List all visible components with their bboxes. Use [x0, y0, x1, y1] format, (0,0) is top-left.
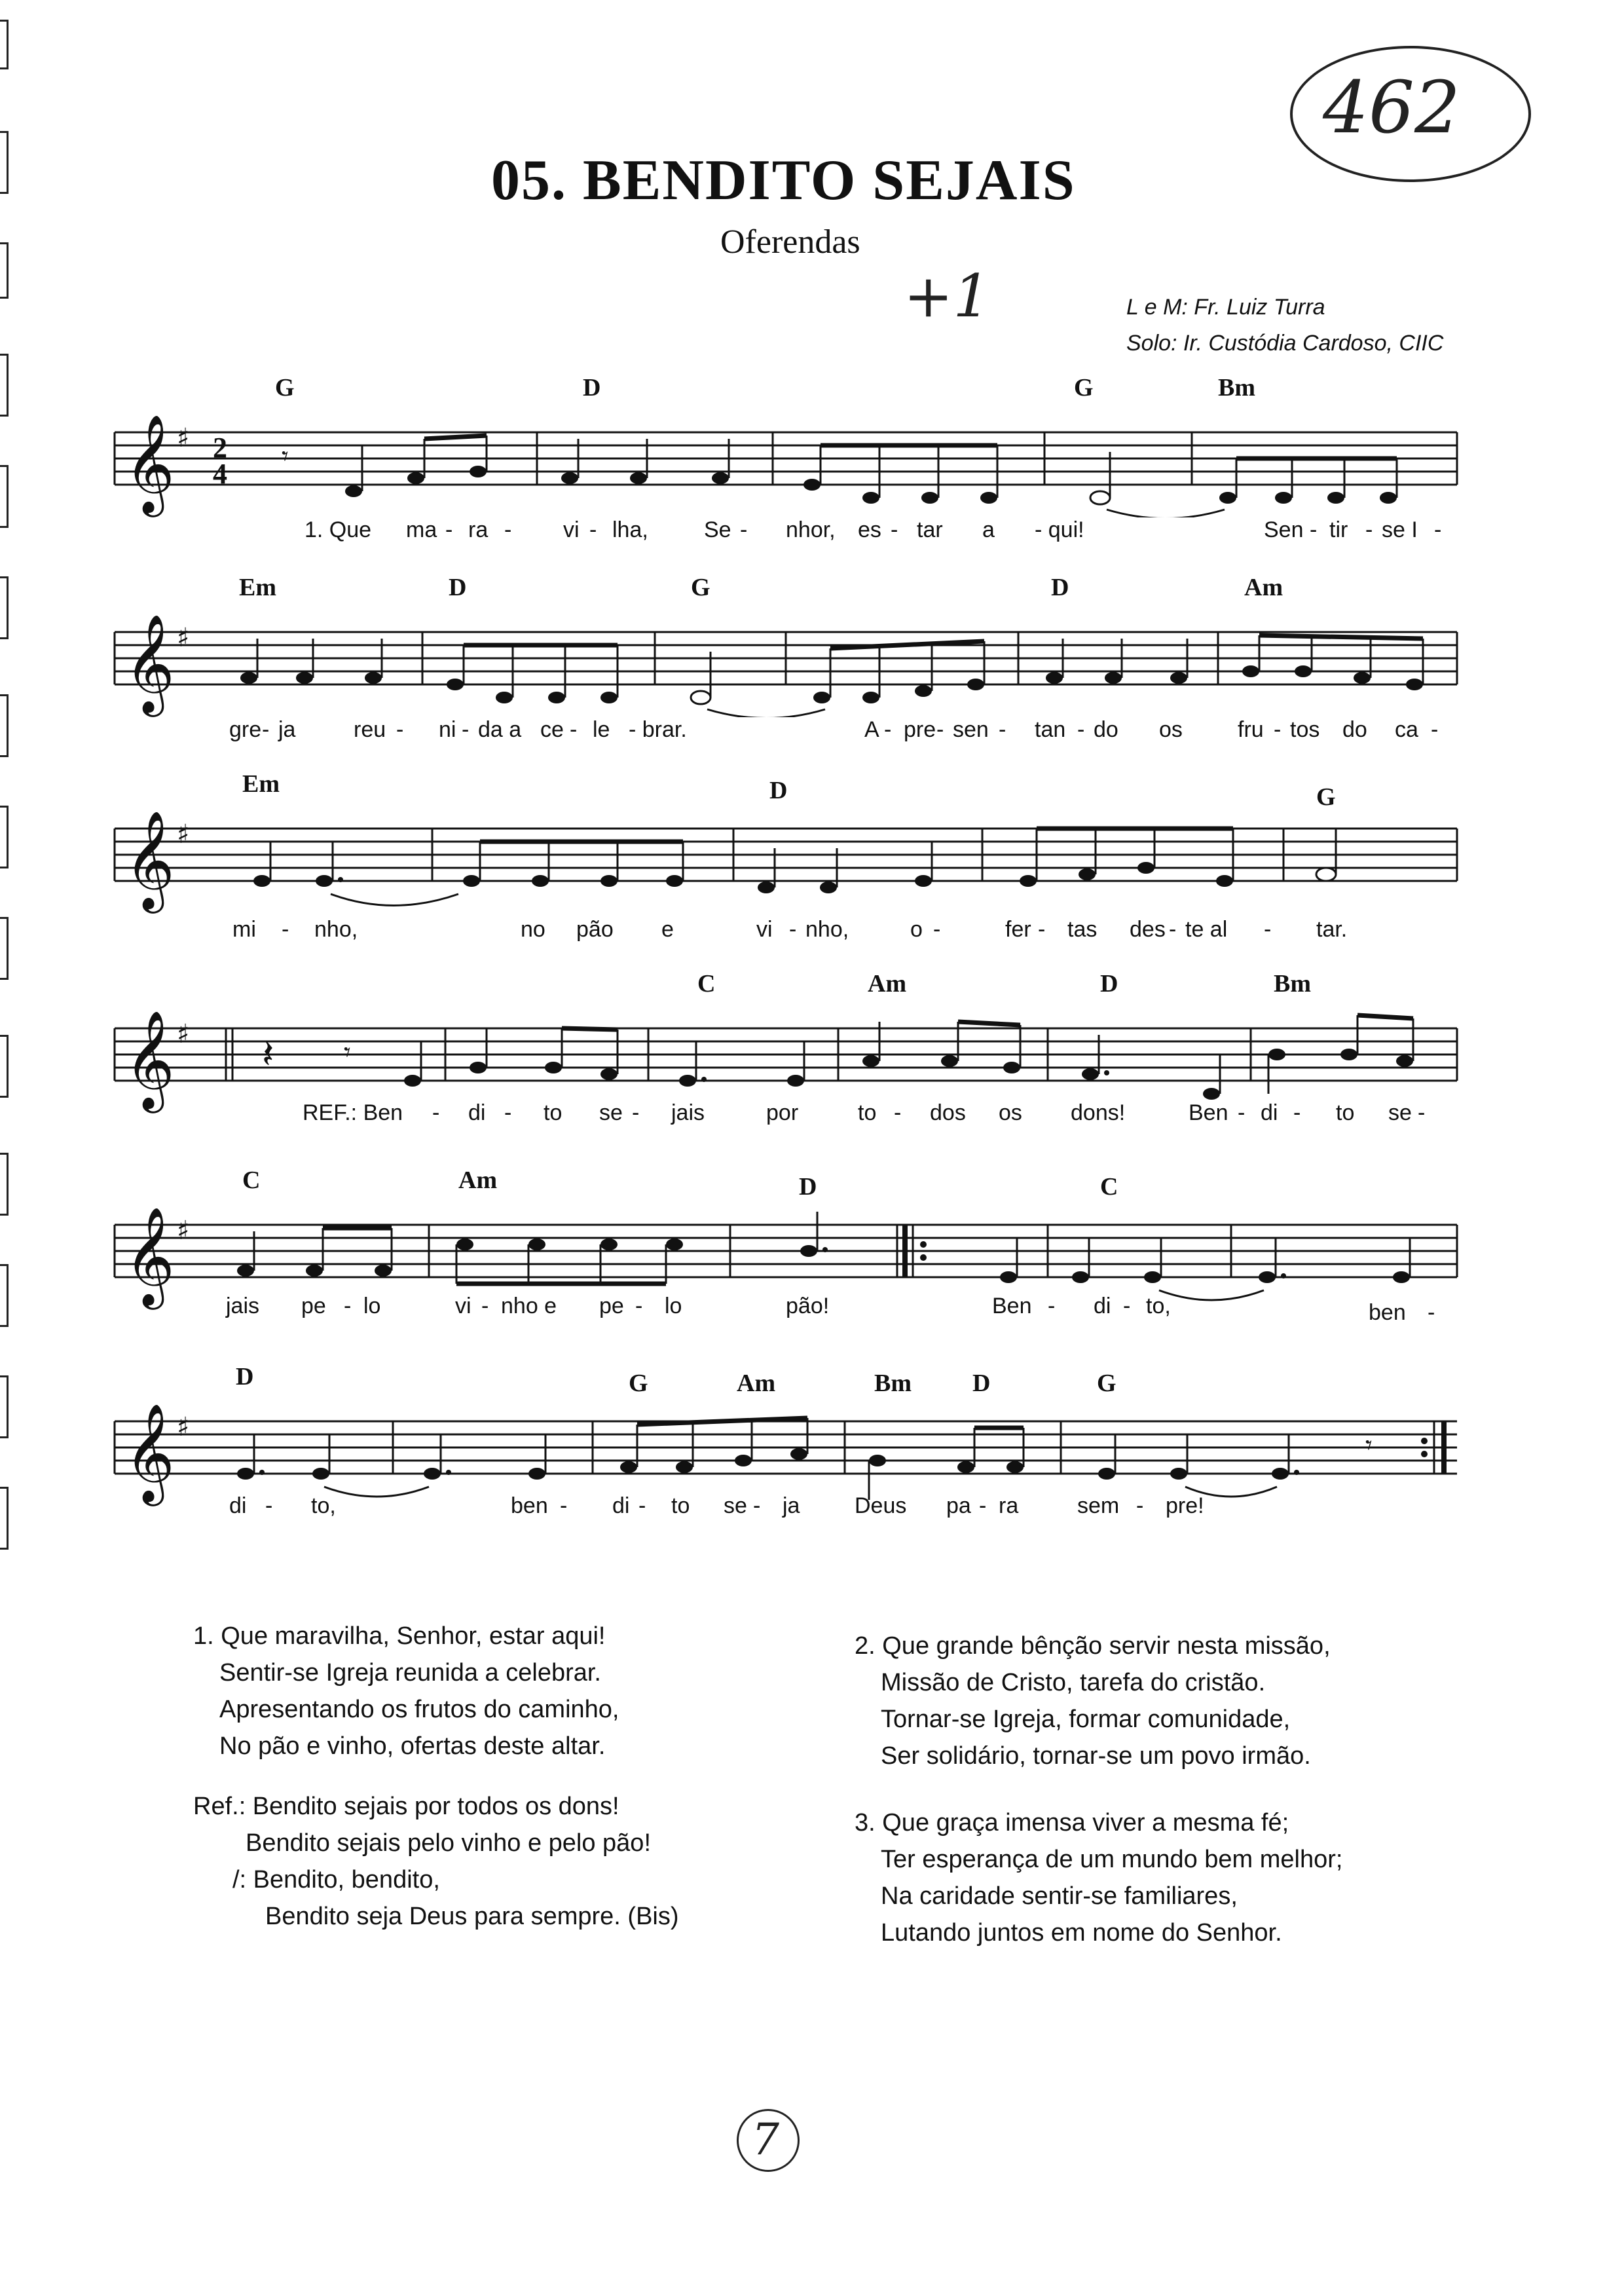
lyric-syllable: di [612, 1493, 630, 1518]
lyric-syllable: os [1159, 717, 1183, 742]
staff-lines [0, 996, 1624, 1113]
stave-6 [0, 1362, 1624, 1559]
lyric-syllable: - [1274, 717, 1282, 742]
lyric-syllable: - [462, 717, 470, 742]
lyric-syllable: te al [1185, 917, 1228, 942]
svg-text:2: 2 [213, 432, 227, 464]
lyric-syllable: ce [540, 717, 564, 742]
treble-clef-icon: 𝄞 [124, 1402, 175, 1502]
lyric-syllable: - [632, 1100, 640, 1125]
chord-label: G [691, 574, 710, 601]
lyric-syllable: to [858, 1100, 877, 1125]
lyric-syllable: - [560, 1493, 568, 1518]
lyric-syllable: dos [930, 1100, 966, 1125]
margin-mark [0, 242, 9, 299]
svg-text:4: 4 [213, 458, 227, 490]
stave-1 [0, 373, 1624, 570]
lyric-syllable: pre! [1166, 1493, 1204, 1518]
lyric-syllable: se [724, 1493, 747, 1518]
refrain-text [193, 1788, 679, 1935]
margin-mark [0, 20, 9, 69]
verse-line: 1. Que maravilha, Senhor, estar aqui! [193, 1622, 606, 1650]
lyric-syllable: - [262, 717, 270, 742]
lyric-syllable: - [635, 1294, 643, 1318]
chord-label: C [1100, 1173, 1118, 1201]
chord-label: Am [737, 1370, 776, 1397]
lyric-syllable: jais [671, 1100, 705, 1125]
chord-label: D [1100, 970, 1118, 998]
lyric-syllable: - [1123, 1294, 1131, 1318]
stave-3 [0, 770, 1624, 966]
verse-line: Ser solidário, tornar-se um povo irmão. [881, 1742, 1311, 1770]
lyric-syllable: - [265, 1493, 273, 1518]
song-subtitle: Oferendas [720, 223, 860, 261]
lyric-syllable: di [1261, 1100, 1278, 1125]
lyric-syllable: - [740, 517, 748, 542]
svg-text:♯: ♯ [177, 623, 190, 653]
lyric-syllable: mi [232, 917, 256, 942]
svg-text:𝄾: 𝄾 [1365, 1430, 1373, 1461]
lyric-syllable: to [671, 1493, 690, 1518]
lyric-syllable: tan [1035, 717, 1066, 742]
lyric-syllable: pão [576, 917, 614, 942]
lyric-syllable: pa [946, 1493, 971, 1518]
treble-clef-icon: 𝄞 [124, 1009, 175, 1109]
chord-label: D [236, 1363, 254, 1390]
chord-label: D [1051, 574, 1069, 601]
lyric-syllable: pre [904, 717, 936, 742]
lyric-syllable: - [884, 717, 892, 742]
lyric-syllable: e [661, 917, 674, 942]
lyric-syllable: to, [1146, 1294, 1171, 1318]
lyric-syllable: - [1428, 1300, 1435, 1325]
lyric-syllable: - [589, 517, 597, 542]
credit-solo: Solo: Ir. Custódia Cardoso, CIIC [1126, 331, 1444, 356]
page-number: 7 [752, 2114, 779, 2165]
lyric-syllable: - [979, 1493, 987, 1518]
stave-4 [0, 969, 1624, 1166]
lyric-syllable: o [910, 917, 923, 942]
verse-line: /: Bendito, bendito, [232, 1866, 440, 1894]
treble-clef-icon: 𝄞 [124, 413, 175, 513]
lyric-syllable: fru [1238, 717, 1264, 742]
lyric-syllable: os [999, 1100, 1022, 1125]
lyric-syllable: - [1431, 717, 1439, 742]
lyric-syllable: - qui! [1035, 517, 1084, 542]
lyric-syllable: ni [439, 717, 456, 742]
lyric-syllable: reu [354, 717, 386, 742]
lyric-syllable: - [396, 717, 404, 742]
lyric-syllable: no [521, 917, 545, 942]
handwritten-note: +1 [904, 262, 991, 331]
lyric-syllable: nhor, [786, 517, 836, 542]
lyric-syllable: REF.: Ben [303, 1100, 403, 1125]
chord-label: Am [868, 970, 907, 998]
chord-label: Bm [1274, 970, 1311, 998]
lyric-syllable: - [432, 1100, 440, 1125]
lyric-syllable: tos [1290, 717, 1320, 742]
lyric-syllable: Ben [1189, 1100, 1228, 1125]
lyric-syllable: - [999, 717, 1006, 742]
lyric-syllable: Deus [855, 1493, 907, 1518]
credit-lyrics-music: L e M: Fr. Luiz Turra [1126, 295, 1325, 320]
lyric-syllable: lo [363, 1294, 381, 1318]
lyric-syllable: nho, [314, 917, 358, 942]
lyric-syllable: - [1038, 917, 1046, 942]
verse-line: Missão de Cristo, tarefa do cristão. [881, 1669, 1266, 1696]
staff-lines [0, 796, 1624, 914]
lyric-syllable: es [858, 517, 881, 542]
lyric-syllable: - brar. [629, 717, 687, 742]
lyric-syllable: tas [1067, 917, 1098, 942]
svg-text:♯: ♯ [177, 1019, 190, 1049]
lyric-syllable: tar. [1316, 917, 1348, 942]
staff-lines [0, 1192, 1624, 1310]
lyric-syllable: - [1238, 1100, 1246, 1125]
lyric-syllable: - [1264, 917, 1272, 942]
lyric-syllable: vi [756, 917, 773, 942]
chord-label: Bm [874, 1370, 912, 1397]
lyric-syllable: ja [278, 717, 296, 742]
lyric-syllable: tir [1329, 517, 1348, 542]
svg-text:𝄽: 𝄽 [262, 1032, 274, 1077]
lyric-syllable: ra [999, 1493, 1019, 1518]
chord-label: C [242, 1166, 261, 1194]
verse-line: Na caridade sentir-se familiares, [881, 1882, 1238, 1910]
lyric-syllable: ca [1395, 717, 1418, 742]
lyric-syllable: sen [953, 717, 989, 742]
lyric-syllable: di [1094, 1294, 1111, 1318]
margin-mark [0, 131, 9, 194]
lyric-syllable: pe [301, 1294, 326, 1318]
lyric-syllable: da a [478, 717, 522, 742]
svg-text:♯: ♯ [177, 819, 190, 849]
verse-3 [855, 1804, 1342, 1951]
lyric-syllable: vi [455, 1294, 471, 1318]
lyric-syllable: fer [1005, 917, 1031, 942]
lyric-syllable: - [344, 1294, 352, 1318]
lyric-syllable: se [1388, 1100, 1412, 1125]
staff-lines [0, 599, 1624, 717]
svg-text:♯: ♯ [177, 423, 190, 453]
lyric-syllable: se I [1382, 517, 1418, 542]
lyric-syllable: to, [311, 1493, 336, 1518]
verse-line: Apresentando os frutos do caminho, [219, 1696, 619, 1723]
lyric-syllable: nho e [501, 1294, 557, 1318]
chord-label: Am [1244, 574, 1283, 601]
lyric-syllable: Sen [1264, 517, 1304, 542]
chord-label: C [697, 970, 716, 998]
lyric-syllable: gre [229, 717, 262, 742]
treble-clef-icon: 𝄞 [124, 810, 175, 909]
lyric-syllable: - [891, 517, 898, 542]
verse-line: 3. Que graça imensa viver a mesma fé; [855, 1809, 1289, 1837]
chord-label: Bm [1218, 374, 1255, 401]
lyric-syllable: to [544, 1100, 563, 1125]
lyric-syllable: nho, [805, 917, 849, 942]
lyric-syllable: des [1130, 917, 1166, 942]
chord-label: Em [239, 574, 276, 601]
lyric-syllable: - [753, 1493, 761, 1518]
lyric-syllable: ben [1369, 1300, 1406, 1325]
lyric-syllable: ja [783, 1493, 800, 1518]
lyric-syllable: di [468, 1100, 486, 1125]
chord-label: Em [242, 770, 280, 798]
lyric-syllable: tar [917, 517, 943, 542]
chord-label: D [769, 777, 788, 804]
staff-lines [0, 1389, 1624, 1506]
lyric-syllable: dons! [1071, 1100, 1126, 1125]
lyric-syllable: 1. Que [304, 517, 372, 542]
svg-text:𝄾: 𝄾 [344, 1037, 351, 1068]
svg-text:♯: ♯ [177, 1412, 190, 1442]
lyric-syllable: ma [406, 517, 437, 542]
lyric-syllable: - [1310, 517, 1318, 542]
verse-2 [855, 1628, 1331, 1774]
verse-1 [193, 1618, 619, 1764]
lyric-syllable: - [282, 917, 289, 942]
chord-label: G [1316, 783, 1336, 811]
lyric-syllable: - [445, 517, 453, 542]
lyric-syllable: - [894, 1100, 902, 1125]
lyric-syllable: - [789, 917, 797, 942]
lyric-syllable: - [481, 1294, 489, 1318]
treble-clef-icon: 𝄞 [124, 1206, 175, 1305]
lyric-syllable: to [1336, 1100, 1355, 1125]
lyric-syllable: pão! [786, 1294, 830, 1318]
verse-line: Sentir-se Igreja reunida a celebrar. [219, 1659, 601, 1687]
lyric-syllable: - [1293, 1100, 1301, 1125]
lyric-syllable: di [229, 1493, 247, 1518]
verse-line: Ref.: Bendito sejais por todos os dons! [193, 1793, 619, 1820]
lyric-syllable: A [864, 717, 879, 742]
chord-label: Am [458, 1166, 498, 1194]
lyric-syllable: - [1136, 1493, 1144, 1518]
stave-2 [0, 573, 1624, 770]
lyric-syllable: lha, [612, 517, 648, 542]
chord-label: G [1074, 374, 1094, 401]
lyric-syllable: pe [599, 1294, 624, 1318]
verse-line: Ter esperança de um mundo bem melhor; [881, 1846, 1343, 1873]
lyric-syllable: - [570, 717, 578, 742]
lyric-syllable: Se [704, 517, 731, 542]
chord-label: G [629, 1370, 648, 1397]
lyric-syllable: do [1094, 717, 1118, 742]
svg-text:♯: ♯ [177, 1216, 190, 1246]
chord-label: D [583, 374, 601, 401]
lyric-syllable: - [1169, 917, 1177, 942]
lyric-syllable: vi [563, 517, 580, 542]
verse-line: Lutando juntos em nome do Senhor. [881, 1919, 1282, 1947]
lyric-syllable: - [1365, 517, 1373, 542]
lyric-syllable: - [638, 1493, 646, 1518]
lyric-syllable: - [1434, 517, 1442, 542]
lyric-syllable: lo [665, 1294, 682, 1318]
chord-label: D [449, 574, 467, 601]
lyric-syllable: do [1342, 717, 1367, 742]
lyric-syllable: - [936, 717, 944, 742]
verse-line: Bendito sejais pelo vinho e pelo pão! [246, 1829, 652, 1857]
stave-5 [0, 1166, 1624, 1362]
staff-lines [0, 400, 1624, 517]
chord-label: G [1097, 1370, 1116, 1397]
verse-line: Tornar-se Igreja, formar comunidade, [881, 1706, 1291, 1733]
lyric-syllable: le [593, 717, 610, 742]
chord-label: D [972, 1370, 991, 1397]
chord-label: G [275, 374, 295, 401]
verse-line: 2. Que grande bênção servir nesta missão, [855, 1632, 1331, 1660]
song-title: 05. BENDITO SEJAIS [491, 149, 1076, 212]
lyric-syllable: - [1418, 1100, 1426, 1125]
lyric-syllable: por [766, 1100, 799, 1125]
lyric-syllable: - [1077, 717, 1085, 742]
lyric-syllable: Ben [992, 1294, 1032, 1318]
svg-text:𝄾: 𝄾 [282, 441, 289, 472]
lyric-syllable: - [504, 517, 512, 542]
lyric-syllable: ra [468, 517, 489, 542]
lyric-syllable: - [933, 917, 941, 942]
lyric-syllable: - [1048, 1294, 1056, 1318]
verse-line: Bendito seja Deus para sempre. (Bis) [265, 1903, 679, 1930]
lyric-syllable: sem [1077, 1493, 1120, 1518]
chord-label: D [799, 1173, 817, 1201]
lyric-syllable: jais [226, 1294, 260, 1318]
lyric-syllable: se [599, 1100, 623, 1125]
treble-clef-icon: 𝄞 [124, 613, 175, 713]
lyric-syllable: ben [511, 1493, 548, 1518]
handwritten-number: 462 [1323, 65, 1460, 149]
lyric-syllable: a [982, 517, 995, 542]
verse-line: No pão e vinho, ofertas deste altar. [219, 1732, 606, 1760]
lyric-syllable: - [504, 1100, 512, 1125]
